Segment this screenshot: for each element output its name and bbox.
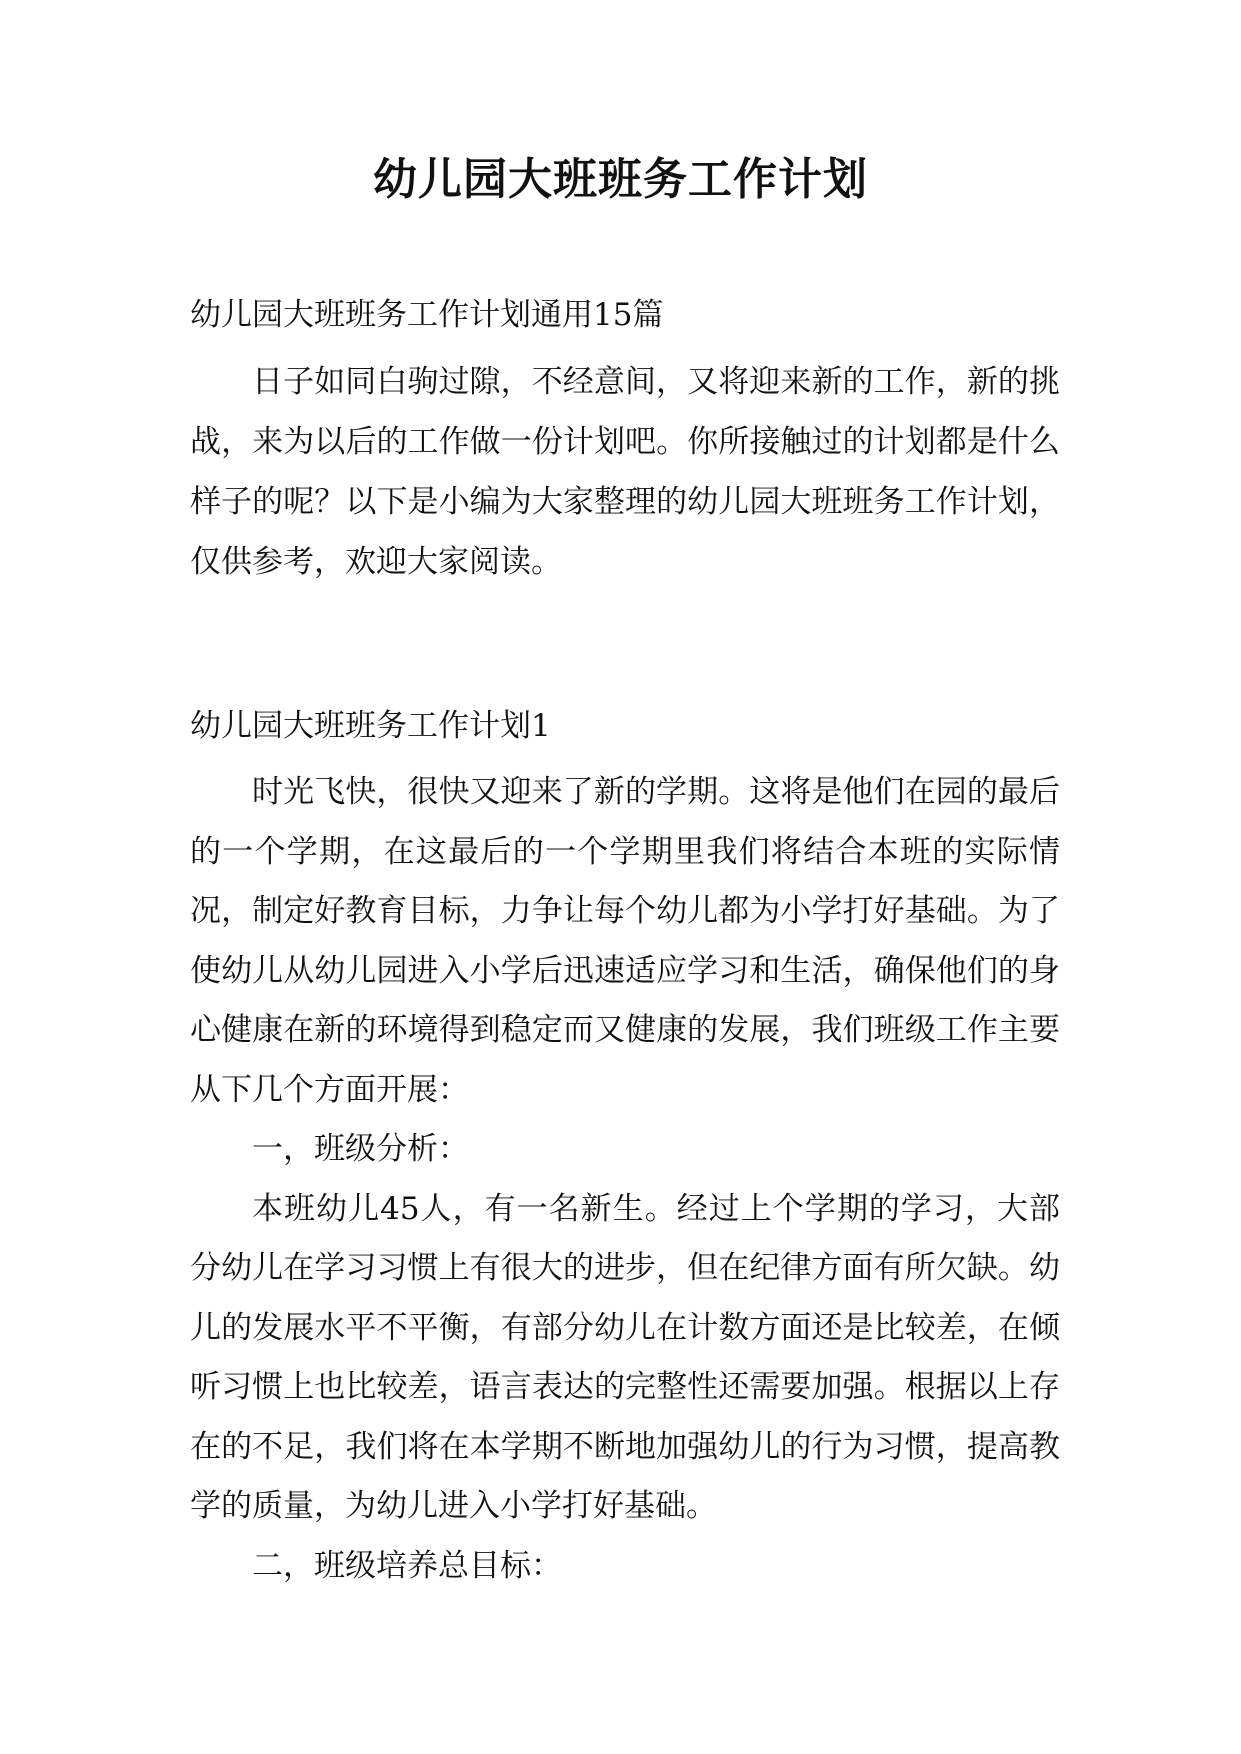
body-paragraph-1: 时光飞快，很快又迎来了新的学期。这将是他们在园的最后的一个学期，在这最后的一个学期里我们将结合本班的实际情况，制定好教育目标，力争让每个幼儿都为小学打好基础。为了使幼儿从幼儿园进入小学后迅速适应学习和生活，确保他们的身心健康在新的环境得到稳定而又健康的发展，我们班级工作主要从下几个方面开展： [190,774,1060,1108]
document-subtitle: 幼儿园大班班务工作计划通用15篇 [190,297,664,333]
section-title: 幼儿园大班班务工作计划1 [190,708,551,744]
section-body [190,763,1060,1596]
document-title: 幼儿园大班班务工作计划 [373,154,868,205]
body-paragraph-2: 本班幼儿45人，有一名新生。经过上个学期的学习，大部分幼儿在学习习惯上有很大的进步，但在纪律方面有所欠缺。幼儿的发展水平不平衡，有部分幼儿在计数方面还是比较差，在倾听习惯上也比较差，语言表达的完整性还需要加强。根据以上存在的不足，我们将在本学期不断地加强幼儿的行为习惯，提高教学的质量，为幼儿进入小学打好基础。 [190,1190,1060,1524]
intro-paragraph: 日子如同白驹过隙，不经意间，又将迎来新的工作，新的挑战，来为以后的工作做一份计划吧。你所接触过的计划都是什么样子的呢？以下是小编为大家整理的幼儿园大班班务工作计划，仅供参考，欢迎大家阅读。 [190,364,1060,580]
heading-class-analysis: 一，班级分析： [252,1131,469,1167]
heading-class-goals: 二，班级培养总目标： [252,1547,562,1584]
